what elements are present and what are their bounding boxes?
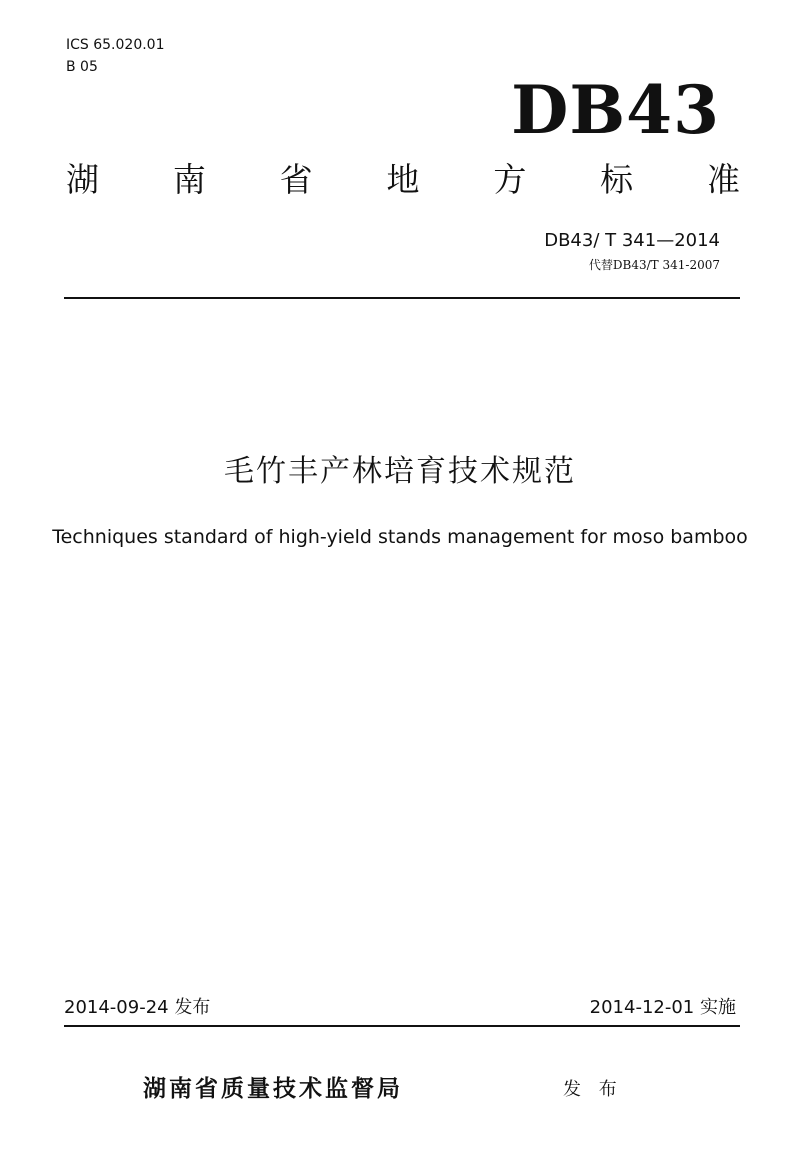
issuing-authority: 湖南省质量技术监督局 xyxy=(143,1076,403,1102)
replaces-standard: 代替DB43/T 341-2007 xyxy=(588,258,720,272)
chinese-title: 毛竹丰产林培育技术规范 xyxy=(224,454,576,489)
standard-type-char: 南 xyxy=(172,160,206,199)
issue-label: 发 布 xyxy=(563,1079,623,1100)
standard-type-char: 省 xyxy=(279,160,313,199)
issue-date: 2014-09-24 发布 xyxy=(64,997,211,1018)
top-divider xyxy=(64,297,740,299)
ccs-code: B 05 xyxy=(66,59,98,75)
standard-type-char: 地 xyxy=(386,160,420,199)
standard-type-char: 湖 xyxy=(66,160,99,199)
ics-code: ICS 65.020.01 xyxy=(66,37,165,53)
standard-type xyxy=(66,160,740,200)
bottom-divider xyxy=(64,1025,740,1027)
standard-type-char: 准 xyxy=(706,160,740,199)
db-logo: DB43 xyxy=(511,71,720,149)
english-title: Techniques standard of high-yield stands management for moso bamboo xyxy=(52,526,748,548)
standard-number: DB43/ T 341—2014 xyxy=(544,230,720,251)
standard-type-char: 标 xyxy=(600,160,634,199)
standard-type-char: 方 xyxy=(493,160,527,199)
implementation-date: 2014-12-01 实施 xyxy=(589,997,736,1018)
